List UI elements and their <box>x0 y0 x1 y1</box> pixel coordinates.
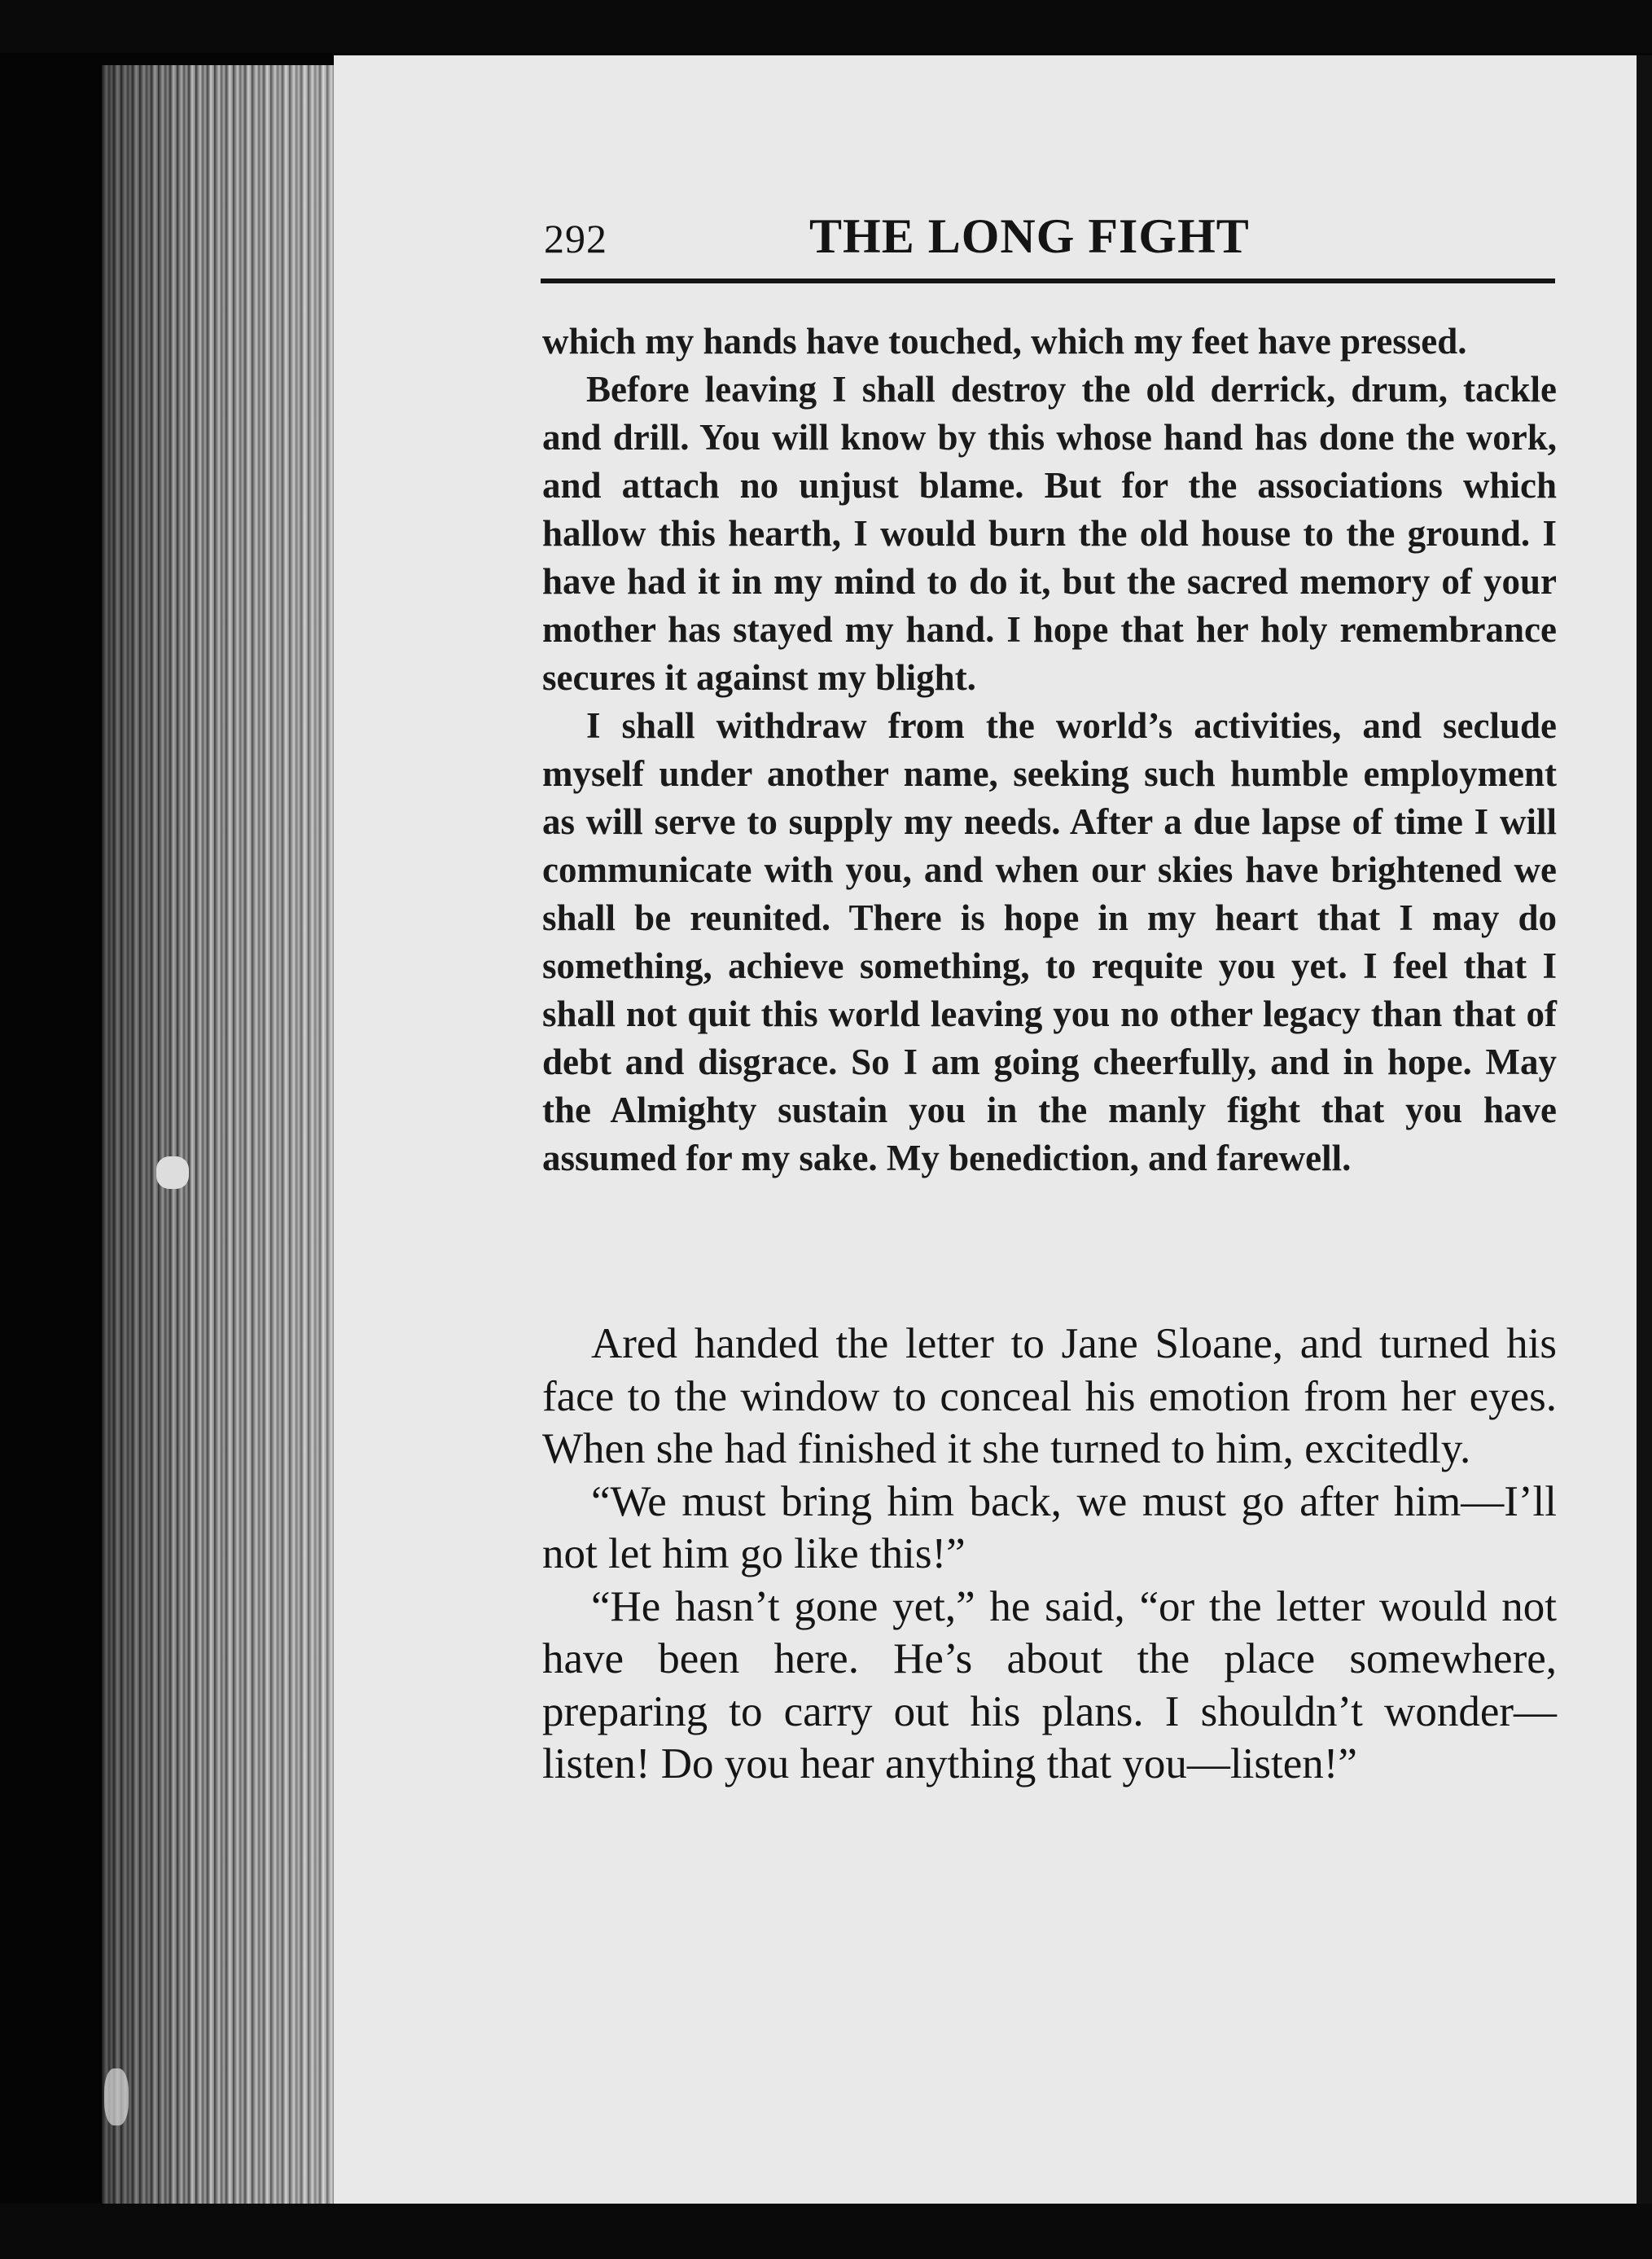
running-title: THE LONG FIGHT <box>809 209 1250 263</box>
page-header <box>544 205 1555 279</box>
narrative-paragraph: Ared handed the letter to Jane Sloane, and turned his face to the window to conceal his emotion from her eyes. When she had finished it she turned to him, excitedly. <box>542 1320 1557 1472</box>
narrative-text <box>542 1318 1557 1791</box>
letter-paragraph: which my hands have touched, which my feet have pressed. <box>542 321 1467 362</box>
letter-paragraph: Before leaving I shall destroy the old derrick, drum, tackle and drill. You will know by this whose hand has done the work, and attach no unjust blame. But for the associations which hallow this hearth, I would burn the old house to the ground. I have had it in my mind to do it, but the sacred memory of your mother has stayed my hand. I hope that her holy remembrance secures it against my blight. <box>542 369 1557 698</box>
page-right-shadow <box>1637 55 1652 2204</box>
scan-bottom-border <box>0 2204 1652 2259</box>
edge-speck <box>104 2068 129 2125</box>
narrative-paragraph: “We must bring him back, we must go after him—I’ll not let him go like this!” <box>542 1477 1557 1577</box>
narrative-paragraph: “He hasn’t gone yet,” he said, “or the letter would not have been here. He’s about the place somewhere, preparing to carry out his plans. I shouldn’t wonder—listen! Do you hear anything that you—listen!” <box>542 1582 1557 1787</box>
page-number: 292 <box>544 216 607 261</box>
book-page-edges-shade <box>102 65 338 2207</box>
header-rule <box>541 279 1555 283</box>
letter-text <box>542 318 1557 1182</box>
letter-paragraph: I shall withdraw from the world’s activities, and seclude myself under another name, seeking such humble employment as will serve to supply my needs. After a due lapse of time I will communicate with you, and when our skies have brightened we shall be reunited. There is hope in my heart that I may do something, achieve something, to requite you yet. I feel that I shall not quit this world leaving you no other legacy than that of debt and disgrace. So I am going cheerfully, and in hope. May the Almighty sustain you in the manly fight that you have assumed for my sake. My benediction, and farewell. <box>542 705 1557 1178</box>
scan-top-border <box>0 0 1652 53</box>
edge-speck <box>156 1156 189 1189</box>
